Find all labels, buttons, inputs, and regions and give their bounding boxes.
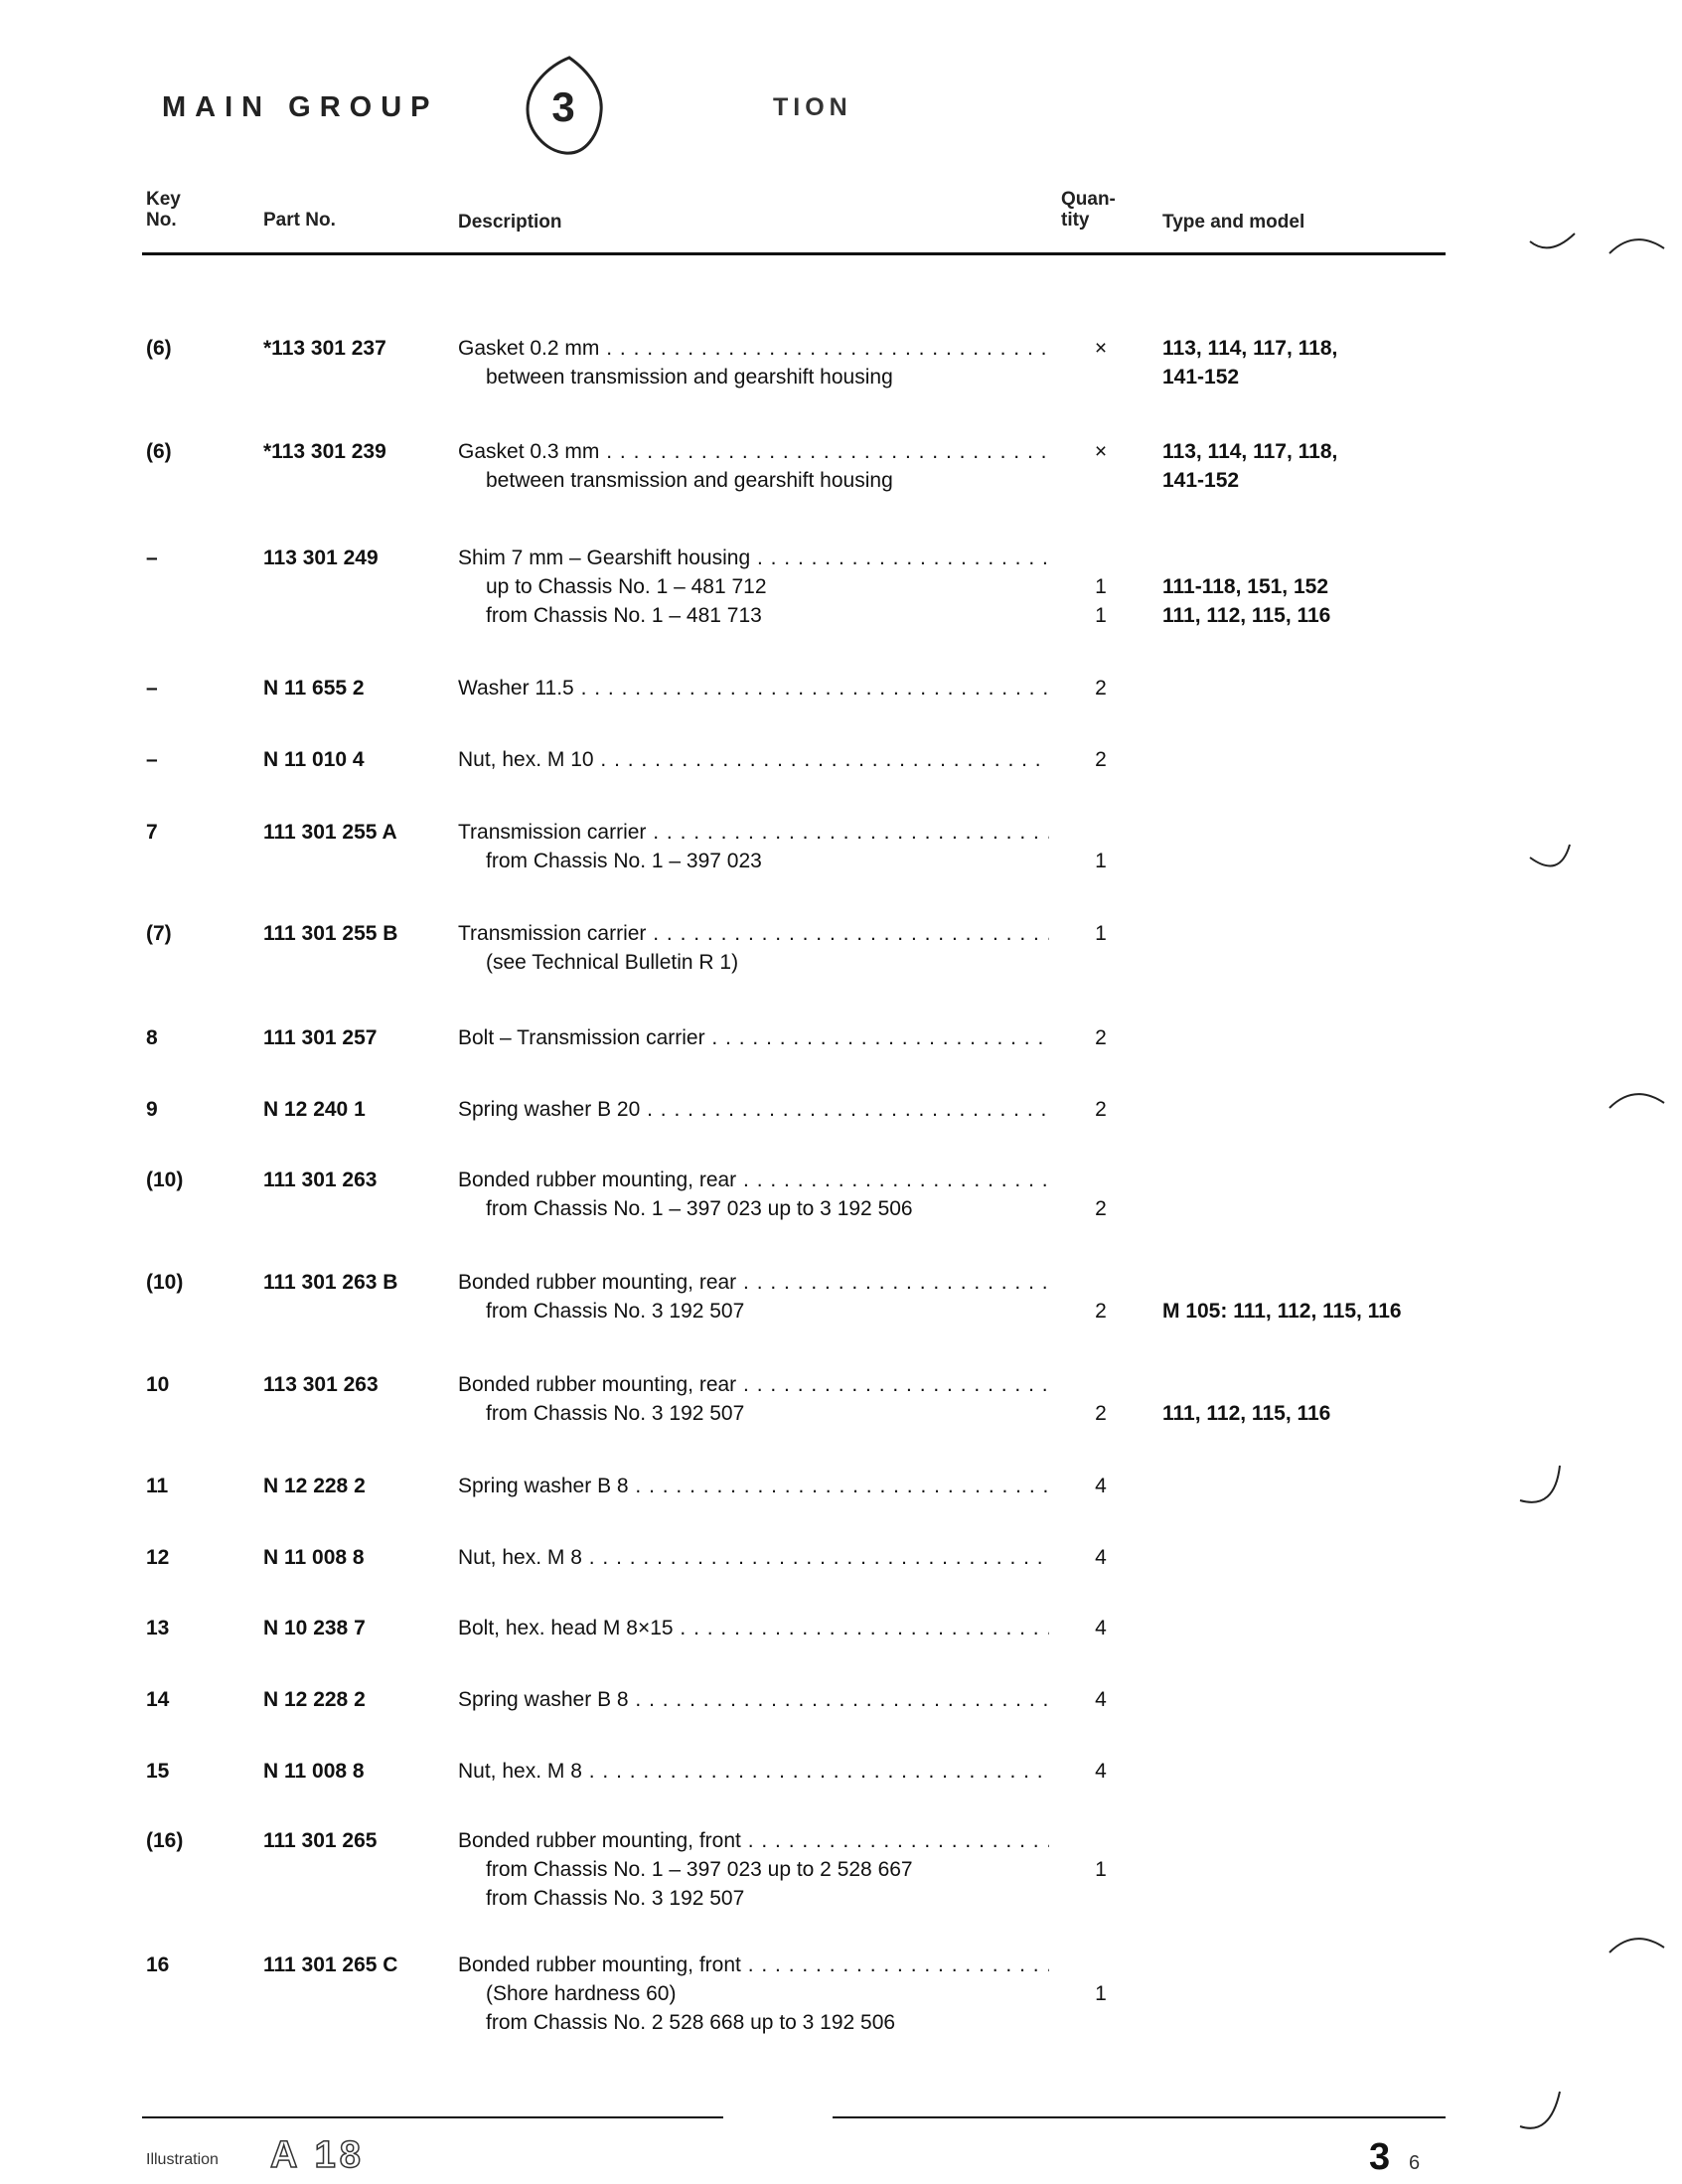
key-number: 13 (146, 1617, 170, 1639)
key-number: 7 (146, 821, 158, 844)
page-number: 3 (1369, 2136, 1391, 2178)
description-detail: from Chassis No. 1 – 397 023 up to 3 192 506 (486, 1197, 913, 1220)
quantity-value: 2 (1095, 1402, 1107, 1425)
part-number: N 12 228 2 (263, 1688, 366, 1711)
quantity (1086, 334, 1116, 391)
punch-mark-3 (1520, 840, 1590, 889)
quantity-value: × (1094, 337, 1108, 360)
quantity-value: 1 (1095, 1858, 1107, 1881)
key-number: – (146, 546, 158, 569)
punch-mark-4 (1605, 1078, 1674, 1128)
part-number: N 11 655 2 (263, 677, 365, 700)
description (458, 1614, 1049, 1642)
description-main: Spring washer B 8 . . . (458, 1685, 1049, 1714)
quantity-value (1086, 2008, 1116, 2037)
description (458, 1166, 1049, 1223)
part-number: N 12 240 1 (263, 1098, 366, 1121)
punch-mark-2 (1605, 224, 1674, 273)
part-number: N 10 238 7 (263, 1617, 366, 1639)
quantity (1086, 1826, 1116, 1913)
key-number: 10 (146, 1373, 170, 1396)
quantity-value: 1 (1095, 850, 1107, 872)
quantity-value (1086, 1950, 1116, 1979)
description (458, 1472, 1049, 1500)
description-detail: between transmission and gearshift housing (486, 366, 893, 389)
part-number: 111 301 263 (263, 1169, 378, 1191)
part-number: N 11 008 8 (263, 1546, 365, 1569)
description (458, 674, 1049, 702)
quantity (1086, 1614, 1116, 1642)
quantity-value (1086, 1826, 1116, 1855)
description-detail: from Chassis No. 3 192 507 (486, 1887, 745, 1910)
key-number: 12 (146, 1546, 170, 1569)
quantity (1086, 1023, 1116, 1052)
column-description: Description (458, 212, 562, 233)
quantity (1086, 437, 1116, 495)
description-detail: from Chassis No. 2 528 668 up to 3 192 506 (486, 2011, 896, 2034)
description (458, 1023, 1049, 1052)
description (458, 1950, 1049, 2037)
illustration-label: Illustration (146, 2151, 219, 2168)
key-number: 16 (146, 1953, 170, 1976)
quantity (1086, 1543, 1116, 1572)
description-main: Transmission carrier . . . (458, 919, 1049, 948)
part-number: 111 301 265 (263, 1829, 378, 1852)
type-model-value: 113, 114, 117, 118, (1162, 440, 1338, 463)
description (458, 1826, 1049, 1913)
key-number: (16) (146, 1829, 184, 1852)
description (458, 818, 1049, 875)
description (458, 745, 1049, 774)
description-detail: between transmission and gearshift housing (486, 469, 893, 492)
key-number: 9 (146, 1098, 158, 1121)
footer-rule-left (142, 2116, 723, 2118)
type-model (1162, 544, 1330, 630)
quantity-value (1086, 1166, 1116, 1194)
group-number-badge (520, 52, 607, 161)
key-number: 14 (146, 1688, 170, 1711)
description-detail: up to Chassis No. 1 – 481 712 (486, 575, 767, 598)
quantity-value (1086, 948, 1116, 977)
description-main: Nut, hex. M 10 . . . (458, 745, 1049, 774)
type-model (1162, 437, 1337, 495)
type-model-value: 111-118, 151, 152 (1162, 575, 1329, 598)
part-number: *113 301 237 (263, 337, 386, 360)
part-number: *113 301 239 (263, 440, 386, 463)
page-suffix: 6 (1409, 2152, 1421, 2174)
quantity-value: 2 (1095, 1026, 1107, 1049)
punch-mark-6 (1605, 1923, 1674, 1972)
part-number: 111 301 257 (263, 1026, 378, 1049)
part-number: 111 301 263 B (263, 1271, 398, 1294)
footer-rule-right (833, 2116, 1446, 2118)
punch-mark-7 (1510, 2087, 1580, 2146)
quantity-value: 1 (1095, 604, 1107, 627)
type-model-value (1162, 1268, 1402, 1297)
description (458, 919, 1049, 977)
description-detail: from Chassis No. 1 – 481 713 (486, 604, 762, 627)
quantity (1086, 544, 1116, 630)
type-model-value: 141-152 (1162, 366, 1240, 389)
quantity-value: 4 (1095, 1760, 1107, 1783)
quantity-value: 1 (1095, 922, 1107, 945)
part-number: N 12 228 2 (263, 1475, 366, 1497)
description-main: Shim 7 mm – Gearshift housing . . . (458, 544, 1049, 572)
type-model (1162, 1268, 1402, 1326)
description (458, 1370, 1049, 1428)
quantity-value (1086, 466, 1116, 495)
quantity-value: 2 (1095, 1300, 1107, 1323)
key-number: (7) (146, 922, 172, 945)
description-detail: from Chassis No. 1 – 397 023 up to 2 528 667 (486, 1858, 913, 1881)
description (458, 334, 1049, 391)
key-number: (6) (146, 440, 172, 463)
description (458, 1268, 1049, 1326)
type-model-value: 111, 112, 115, 116 (1162, 604, 1331, 627)
header-rule (142, 252, 1446, 255)
quantity-value: 4 (1095, 1475, 1107, 1497)
key-number: 8 (146, 1026, 158, 1049)
description-main: Spring washer B 20 . . . (458, 1095, 1049, 1124)
description-main: Nut, hex. M 8 . . . (458, 1757, 1049, 1786)
quantity-value (1086, 1268, 1116, 1297)
quantity (1086, 674, 1116, 702)
quantity-value: 2 (1095, 748, 1107, 771)
column-quantity: Quan- tity (1061, 189, 1116, 231)
quantity (1086, 1685, 1116, 1714)
quantity-value: 4 (1095, 1617, 1107, 1639)
key-number: 11 (146, 1475, 169, 1497)
type-model (1162, 334, 1337, 391)
key-number: (10) (146, 1271, 184, 1294)
group-title: TION (773, 93, 852, 121)
description (458, 1543, 1049, 1572)
key-number: (10) (146, 1169, 184, 1191)
description-main: Gasket 0.2 mm . . . (458, 334, 1049, 363)
quantity-value (1086, 544, 1116, 572)
quantity (1086, 1095, 1116, 1124)
description-main: Bolt, hex. head M 8×15 . . . (458, 1614, 1049, 1642)
description-main: Spring washer B 8 . . . (458, 1472, 1049, 1500)
part-number: 113 301 263 (263, 1373, 379, 1396)
key-number: – (146, 677, 158, 700)
part-number: 111 301 255 B (263, 922, 398, 945)
description-main: Bonded rubber mounting, front . . . (458, 1826, 1049, 1855)
type-model-value: M 105: 111, 112, 115, 116 (1162, 1300, 1402, 1323)
description-main: Transmission carrier . . . (458, 818, 1049, 847)
type-model-value (1162, 544, 1330, 572)
description-main: Bonded rubber mounting, front . . . (458, 1950, 1049, 1979)
description-detail: from Chassis No. 3 192 507 (486, 1402, 745, 1425)
description-main: Bonded rubber mounting, rear . . . (458, 1166, 1049, 1194)
type-model-value: 113, 114, 117, 118, (1162, 337, 1338, 360)
quantity (1086, 1268, 1116, 1326)
description-main: Washer 11.5 . . . (458, 674, 1049, 702)
quantity-value: 2 (1095, 677, 1107, 700)
column-key-no: Key No. (146, 189, 181, 231)
quantity-value: 1 (1095, 575, 1107, 598)
description (458, 437, 1049, 495)
quantity (1086, 1472, 1116, 1500)
quantity (1086, 919, 1116, 977)
quantity (1086, 745, 1116, 774)
part-number: N 11 010 4 (263, 748, 365, 771)
key-number: – (146, 748, 158, 771)
quantity-value: × (1094, 440, 1108, 463)
type-model-value: 111, 112, 115, 116 (1162, 1402, 1331, 1425)
part-number: 113 301 249 (263, 546, 379, 569)
key-number: 15 (146, 1760, 170, 1783)
description-main: Gasket 0.3 mm . . . (458, 437, 1049, 466)
description (458, 1095, 1049, 1124)
part-number: 111 301 265 C (263, 1953, 398, 1976)
description-detail: from Chassis No. 3 192 507 (486, 1300, 745, 1323)
description (458, 544, 1049, 630)
quantity-value: 2 (1095, 1197, 1107, 1220)
description (458, 1757, 1049, 1786)
column-type-model: Type and model (1162, 212, 1305, 233)
quantity (1086, 1757, 1116, 1786)
quantity (1086, 1370, 1116, 1428)
description-detail: (see Technical Bulletin R 1) (486, 951, 739, 974)
column-part-no: Part No. (263, 210, 336, 231)
type-model (1162, 1370, 1330, 1428)
description-main: Nut, hex. M 8 . . . (458, 1543, 1049, 1572)
punch-mark-5 (1510, 1461, 1580, 1520)
quantity-value (1086, 363, 1116, 391)
description (458, 1685, 1049, 1714)
description-main: Bonded rubber mounting, rear . . . (458, 1370, 1049, 1399)
quantity-value (1086, 818, 1116, 847)
part-number: N 11 008 8 (263, 1760, 365, 1783)
type-model-value: 141-152 (1162, 469, 1240, 492)
description-main: Bonded rubber mounting, rear . . . (458, 1268, 1049, 1297)
main-group-label: MAIN GROUP (162, 91, 439, 123)
group-number: 3 (551, 83, 575, 130)
quantity (1086, 1950, 1116, 2037)
type-model-value (1162, 1370, 1330, 1399)
illustration-code: A 18 (270, 2134, 365, 2176)
description-detail: from Chassis No. 1 – 397 023 (486, 850, 762, 872)
description-main: Bolt – Transmission carrier . . . (458, 1023, 1049, 1052)
key-number: (6) (146, 337, 172, 360)
quantity-value: 2 (1095, 1098, 1107, 1121)
quantity (1086, 1166, 1116, 1223)
punch-mark-1 (1520, 224, 1590, 273)
quantity-value: 4 (1095, 1546, 1107, 1569)
quantity-value: 1 (1095, 1982, 1107, 2005)
quantity-value: 4 (1095, 1688, 1107, 1711)
description-detail: (Shore hardness 60) (486, 1982, 677, 2005)
quantity (1086, 818, 1116, 875)
part-number: 111 301 255 A (263, 821, 397, 844)
quantity-value (1086, 1370, 1116, 1399)
quantity-value (1086, 1884, 1116, 1913)
